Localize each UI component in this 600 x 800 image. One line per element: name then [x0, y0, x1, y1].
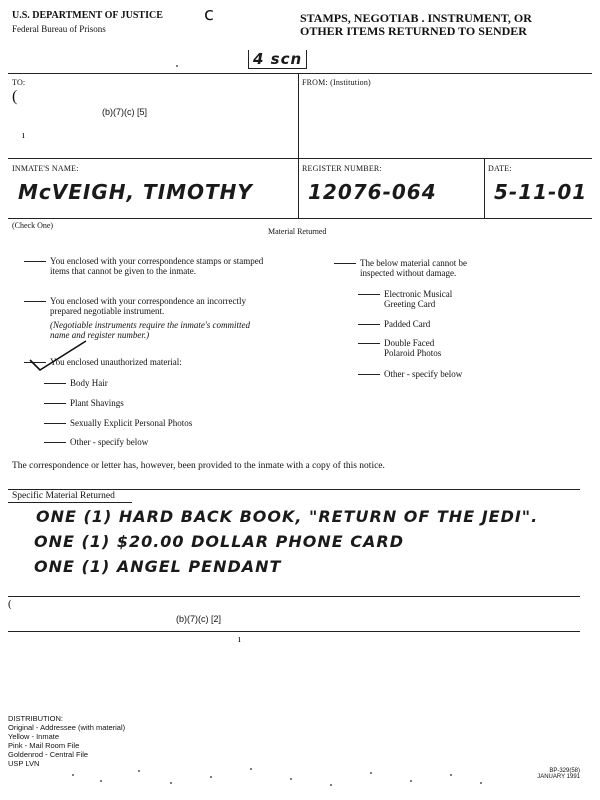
- option-stamps-text: You enclosed with your correspondence stamps or stamped items that cannot be given to the inmate.: [50, 256, 264, 276]
- form-number: BP-329(58): [549, 768, 580, 774]
- rule-specific-under: [8, 502, 132, 503]
- handwritten-box-note: 4 scn: [248, 50, 307, 69]
- margin-mark: (: [8, 598, 12, 610]
- to-mark: (: [12, 88, 18, 105]
- rule-inmate-top: [8, 158, 592, 159]
- distribution-goldenrod: Goldenrod - Central File: [8, 750, 89, 759]
- specific-line-3: ONE (1) ANGEL PENDANT: [34, 557, 282, 576]
- option-negotiable: [24, 296, 274, 316]
- right-sub-padded-text: Padded Card: [384, 319, 431, 329]
- form-number-block: [500, 768, 580, 780]
- form-title-line2: OTHER ITEMS RETURNED TO SENDER: [300, 24, 527, 38]
- right-sub-padded-blank: [358, 324, 380, 325]
- option-cannot-inspect-blank: [334, 263, 356, 264]
- register-value: 12076-064: [308, 180, 437, 204]
- sub-explicit-photos: [44, 418, 192, 428]
- to-mark-2: ı: [22, 130, 25, 141]
- sub-other-left: [44, 437, 148, 447]
- specific-label: Specific Material Returned: [12, 491, 115, 501]
- date-value: 5-11-01: [494, 180, 588, 204]
- specific-line-1: ONE (1) HARD BACK BOOK, "RETURN OF THE JEDI".: [36, 507, 539, 526]
- right-sub-padded: [358, 319, 430, 329]
- material-returned-title: Material Returned: [268, 227, 327, 236]
- right-sub-polaroid-blank: [358, 343, 380, 344]
- right-sub-other-text: Other - specify below: [384, 369, 463, 379]
- sub-other-left-text: Other - specify below: [70, 437, 149, 447]
- right-sub-greeting-blank: [358, 294, 380, 295]
- inmate-name-value: McVEIGH, TIMOTHY: [18, 180, 253, 204]
- sub-other-left-blank: [44, 442, 66, 443]
- rule-specific-bottom: [8, 596, 580, 597]
- sub-plant-shavings: [44, 398, 124, 408]
- notice-text: The correspondence or letter has, however, been provided to the inmate with a copy of this notice.: [12, 461, 385, 471]
- bureau-name: Federal Bureau of Prisons: [12, 24, 106, 34]
- register-label: REGISTER NUMBER:: [302, 164, 382, 173]
- right-sub-other: [358, 369, 462, 379]
- form-title-line1: STAMPS, NEGOTIAB . INSTRUMENT, OR: [300, 11, 532, 25]
- option-cannot-inspect-text: The below material cannot be inspected without damage.: [360, 258, 467, 278]
- sub-body-hair: [44, 378, 108, 388]
- specific-line-2: ONE (1) $20.00 DOLLAR PHONE CARD: [34, 532, 405, 551]
- divider-to-from: [298, 73, 299, 158]
- specific-redaction: (b)(7)(c) [2]: [176, 614, 221, 624]
- form-title: [300, 12, 532, 38]
- right-sub-polaroid: [358, 338, 464, 358]
- negotiable-note: (Negotiable instruments require the inmate's committed name and register number.): [50, 320, 250, 340]
- option-cannot-inspect: [334, 258, 534, 278]
- rule-inmate-bottom: [8, 218, 592, 219]
- distribution-title: DISTRIBUTION:: [8, 714, 64, 723]
- agency-name: U.S. DEPARTMENT OF JUSTICE: [12, 10, 163, 21]
- to-label: TO:: [12, 78, 26, 87]
- date-label: DATE:: [488, 164, 512, 173]
- scan-noise: [60, 760, 500, 788]
- rule-specific-top: [8, 489, 580, 490]
- option-stamps-blank: [24, 261, 46, 262]
- sub-body-hair-blank: [44, 383, 66, 384]
- option-stamps: [24, 256, 274, 276]
- option-unauthorized-text: You enclosed unauthorized material:: [50, 357, 182, 367]
- to-redaction: (b)(7)(c) [5]: [102, 107, 147, 117]
- rule-top: [8, 73, 592, 74]
- divider-register-date: [484, 158, 485, 218]
- right-sub-greeting-text: Electronic Musical Greeting Card: [384, 289, 453, 309]
- sub-explicit-photos-text: Sexually Explicit Personal Photos: [70, 418, 193, 428]
- check-one-label: (Check One): [12, 221, 54, 230]
- right-sub-polaroid-text: Double Faced Polaroid Photos: [384, 338, 442, 358]
- checkmark-icon: [28, 338, 92, 374]
- option-negotiable-blank: [24, 301, 46, 302]
- sub-plant-shavings-text: Plant Shavings: [70, 398, 124, 408]
- option-negotiable-text: You enclosed with your correspondence an incorrectly prepared negotiable instrument.: [50, 296, 247, 316]
- right-sub-other-blank: [358, 374, 380, 375]
- sub-body-hair-text: Body Hair: [70, 378, 108, 388]
- distribution-institution: USP LVN: [8, 759, 40, 768]
- form-date: JANUARY 1991: [537, 774, 580, 780]
- scribble-mark: ⅽ: [204, 4, 214, 25]
- divider-name-register: [298, 158, 299, 218]
- distribution-yellow: Yellow - Inmate: [8, 732, 59, 741]
- from-label: FROM: (Institution): [302, 78, 371, 87]
- distribution-original: Original - Addressee (with material): [8, 723, 126, 732]
- inmate-name-label: INMATE'S NAME:: [12, 164, 79, 173]
- right-sub-greeting: [358, 289, 476, 309]
- signature-tick: ı: [238, 634, 241, 645]
- speck: [176, 65, 178, 67]
- sub-plant-shavings-blank: [44, 403, 66, 404]
- rule-signature: [8, 631, 580, 632]
- sub-explicit-photos-blank: [44, 423, 66, 424]
- distribution-pink: Pink - Mail Room File: [8, 741, 80, 750]
